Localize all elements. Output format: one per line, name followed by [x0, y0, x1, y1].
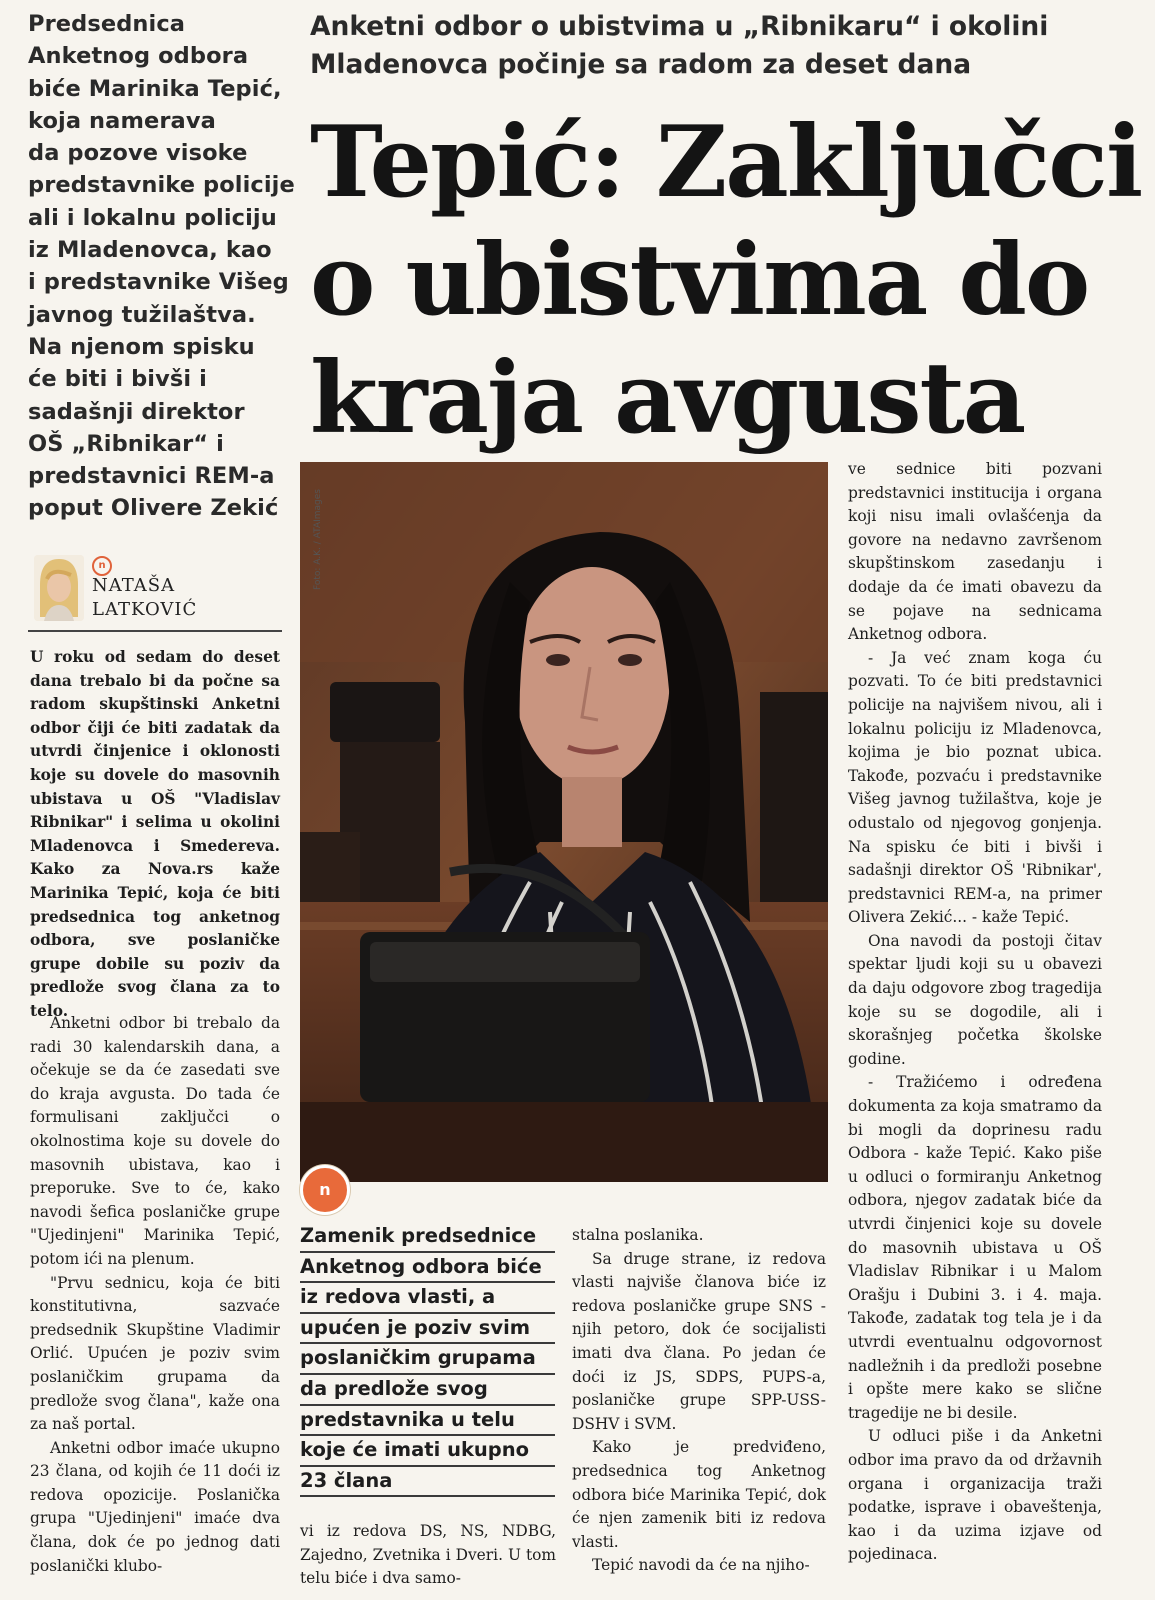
deck-line: javnog tužilaštva.: [28, 301, 256, 328]
deck-line: Anketnog odbora: [28, 43, 249, 70]
deck-line: iz Mladenovca, kao: [28, 237, 272, 264]
headline: [310, 104, 1140, 458]
article-photo: [300, 462, 828, 1182]
paragraph: - Ja već znam koga ću pozvati. To će biti predstavnici policije na najvišem nivou, ali i lokalnu policiju iz Mladenovca, kojima je bio poznat ubica. Takođe, pozvaću i predstavnike Višeg javnog tužilaštva, koje je odustalo od njegovog gonjenja. Na spisku će biti i bivši i sadašnji direktor OŠ 'Ribnikar', predstavnici REM-a, na primer Olivera Zekić... - kaže Tepić.: [848, 648, 1102, 927]
deck-line: predstavnici REM-a: [28, 463, 275, 490]
pull-quote-line: Anketnog odbora biće: [300, 1253, 555, 1284]
author-first-name: NATAŠA: [92, 575, 176, 596]
author-avatar: [34, 555, 84, 621]
paragraph: Sa druge strane, iz redova vlasti najviše članova biće iz redova poslaničke grupe SNS - njih petoro, dok će socijalisti imati dva člana. Po jedan će doći iz JS, SDPS, PUPS-a, poslaničke grupe SPP-USS-DSHV i SVM.: [572, 1249, 826, 1433]
pull-quote-line: Zamenik predsednice: [300, 1222, 555, 1253]
paragraph: Anketni odbor bi trebalo da radi 30 kalendarskih dana, a očekuje se da će zasedati sve do kraja avgusta. Do tada će formulisani zaključci o okolnostima koje su dovele do masovnih ubistava, kao i preporuke. Sve to će, kako navodi šefica poslaničke grupe "Ujedinjeni" Marinika Tepić, potom ići na plenum.: [30, 1014, 280, 1268]
deck-line: i predstavnike Višeg: [28, 269, 289, 296]
kicker-line: Anketni odbor o ubistvima u „Ribnikaru“ i okolini: [310, 11, 1049, 42]
pull-quote-line: da predlože svog: [300, 1375, 555, 1406]
byline: [92, 574, 272, 622]
paragraph: Anketni odbor imaće ukupno 23 člana, od kojih će 11 doći iz redova opozicije. Poslanička grupa "Ujedinjeni" imaće dva člana, dok će po jednog dati poslanički klubo-: [30, 1438, 280, 1575]
deck-line: koja namerava: [28, 107, 216, 134]
paragraph: Tepić navodi da će na njiho-: [592, 1556, 810, 1575]
paragraph: Ona navodi da postoji čitav spektar ljudi koji su u obavezi da daju odgovore zbog tragedija koje su se dogodile, ali i skorašnjeg početka školske godine.: [848, 931, 1102, 1068]
author-last-name: LATKOVIĆ: [92, 599, 198, 620]
pull-quote-line: upućen je poziv svim: [300, 1314, 555, 1345]
kicker-line: Mladenovca počinje sa radom za deset dana: [310, 49, 972, 80]
pull-quote-line: poslaničkim grupama: [300, 1344, 555, 1375]
headline-line: Tepić: Zaključci: [310, 105, 1142, 220]
deck-line: OŠ „Ribnikar“ i: [28, 430, 224, 457]
article-col1: [30, 1012, 280, 1578]
author-portrait-icon: [34, 555, 84, 621]
article-col1-lead: [30, 646, 280, 1024]
headline-line: o ubistvima do: [310, 223, 1089, 338]
paragraph: ve sednice biti pozvani predstavnici institucija i organa koji nisu imali ovlašćenja da govore na nedavno završenom skupštinskom zasedanju i dodaje da će imati obavezu da se pojave na sednicama Anketnog odbora.: [848, 460, 1102, 644]
photo-credit: Foto: A.K. / ATAImages: [313, 489, 323, 590]
deck-line: predstavnike policije: [28, 172, 295, 199]
deck-line: Predsednica: [28, 11, 186, 37]
article-col4: [848, 458, 1102, 1567]
paragraph: U odluci piše i da Anketni odbor ima pravo da od državnih organa i organizacija traži podatke, isprave i obaveštenja, kao i da uzima izjave od pojedinaca.: [848, 1427, 1102, 1564]
article-col3: [572, 1224, 826, 1578]
divider: [28, 630, 282, 632]
deck-line: da pozove visoke: [28, 140, 248, 167]
deck-line: ali i lokalnu policiju: [28, 204, 277, 231]
deck-line: biće Marinika Tepić,: [28, 75, 282, 102]
headline-line: kraja avgusta: [310, 341, 1025, 456]
pull-quote: [300, 1222, 555, 1497]
pull-quote-line: iz redova vlasti, a: [300, 1283, 555, 1314]
brand-icon: n: [92, 556, 112, 576]
paragraph: stalna poslanika.: [572, 1226, 704, 1244]
paragraph: Kako je predviđeno, predsednica tog Anketnog odbora biće Marinika Tepić, dok će njen zamenik biti iz redova vlasti.: [572, 1438, 826, 1551]
paragraph: "Prvu sednicu, koja će biti konstitutivna, sazvaće predsednik Skupštine Vladimir Orlić. Upućen je poziv svim poslaničkim grupama da predlože svog člana", kaže ona za naš portal.: [30, 1273, 280, 1434]
deck-line: sadašnji direktor: [28, 398, 245, 425]
paragraph: vi iz redova DS, NS, NDBG, Zajedno, Zvetnika i Dveri. U tom telu biće i dva samo-: [300, 1522, 556, 1588]
portrait-photo-icon: [300, 462, 828, 1182]
kicker: [310, 8, 1130, 84]
pull-quote-line: koje će imati ukupno: [300, 1436, 555, 1467]
deck-line: poput Olivere Zekić: [28, 495, 279, 522]
brand-badge-icon: n: [300, 1165, 350, 1215]
article-col2: [300, 1520, 556, 1591]
lead-paragraph: U roku od sedam do deset dana trebalo bi da počne sa radom skupštinski Anketni odbor čiji će biti zadatak da utvrdi činjenice i oklonosti koje su dovele do masovnih ubistava u OŠ "Vladislav Ribnikar" i selima u okolini Mladenovca i Smedereva. Kako za Nova.rs kaže Marinika Tepić, koja će biti predsednica tog anketnog odbora, sve poslaničke grupe dobile su poziv da predlože svog člana za to telo.: [30, 648, 280, 1020]
deck-line: Na njenom spisku: [28, 333, 255, 360]
deck-line: će biti i bivši i: [28, 366, 207, 393]
summary-deck: [28, 8, 296, 525]
pull-quote-line: predstavnika u telu: [300, 1406, 555, 1437]
paragraph: - Tražićemo i određena dokumenta za koja smatramo da bi mogli da doprinesu radu Odbora - kaže Tepić. Kako piše u odluci o formiranju Anketnog odbora, njegov zadatak biće da utvrdi činjenici koje su dovele do masovnih ubistava u OŠ Vladislav Ribnikar i u Malom Orašju i Dubini 3. i 4. maja. Takođe, zadatak tog tela je i da utvrdi eventualnu odgovornost nadležnih i da predloži posebne i opšte mere kako se slične tragedije ne bi desile.: [848, 1073, 1102, 1422]
pull-quote-line: 23 člana: [300, 1467, 555, 1498]
